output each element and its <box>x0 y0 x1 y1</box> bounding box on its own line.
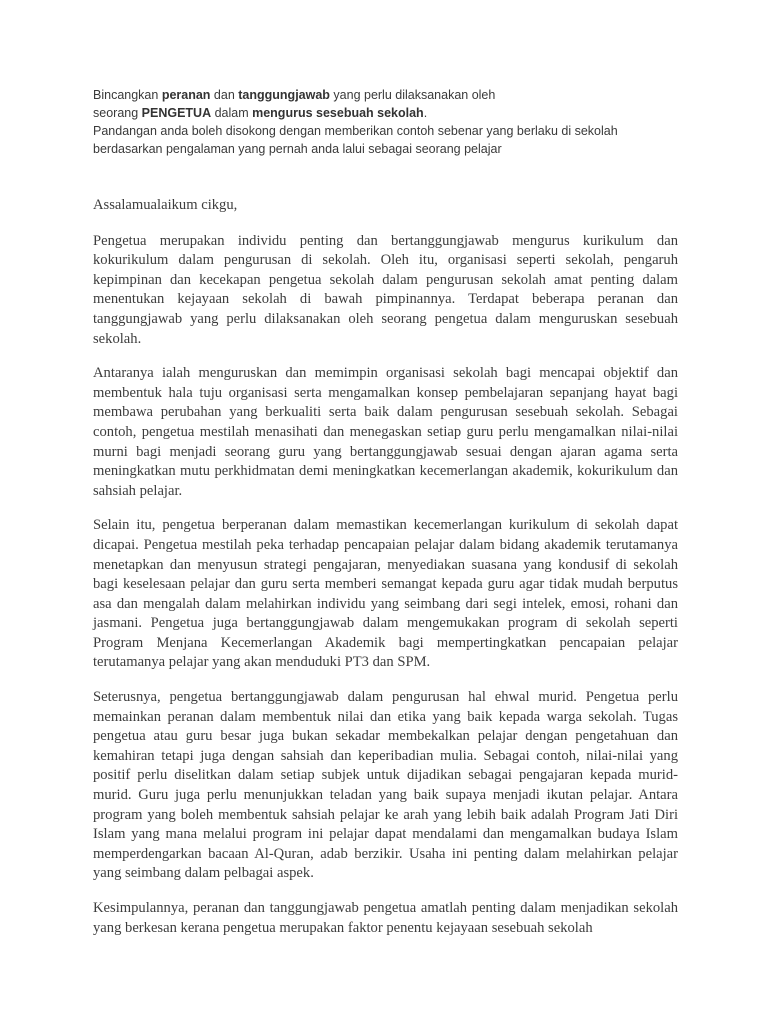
instruction-text: Bincangkan <box>93 88 162 102</box>
instruction-text: yang perlu dilaksanakan oleh <box>329 88 496 102</box>
instruction-bold-text: mengurus sesebuah sekolah <box>252 106 424 120</box>
instruction-bold-text: tanggungjawab <box>238 88 330 102</box>
essay-body <box>93 196 678 938</box>
essay-paragraph-student-affairs: Seterusnya, pengetua bertanggungjawab dalam pengurusan hal ehwal murid. Pengetua perlu memainkan peranan dalam membentuk nilai dan etika yang baik kepada warga sekolah. Tugas pengetua atau guru besar juga bukan sekadar membekalkan pelajar dengan pengetahuan dan kemahiran tetapi juga dengan sahsiah dan keperibadian mulia. Sebagai contoh, nilai-nilai yang positif perlu diselitkan dalam setiap subjek untuk dijadikan sebagai pengajaran kepada murid-murid. Guru juga perlu menunjukkan teladan yang baik supaya menjadi ikutan pelajar. Antara program yang boleh membentuk sahsiah pelajar ke arah yang lebih baik adalah Program Jati Diri Islam yang mana melalui program ini pelajar dapat mendalami dan mengamalkan budaya Islam memperdengarkan bacaan Al-Quran, adab berzikir. Usaha ini penting dalam melahirkan pelajar yang seimbang dalam pelbagai aspek. <box>93 689 678 882</box>
instruction-line-4: berdasarkan pengalaman yang pernah anda lalui sebagai seorang pelajar <box>93 142 502 156</box>
instruction-text: dan <box>210 88 239 102</box>
essay-paragraph-introduction: Pengetua merupakan individu penting dan bertanggungjawab mengurus kurikulum dan kokurikulum dalam pengurusan di sekolah. Oleh itu, organisasi seperti sekolah, pengaruh kepimpinan dan kecekapan pengetua sekolah dalam pengurusan sekolah amat penting dalam menentukan kejayaan sekolah di bawah pimpinannya. Terdapat beberapa peranan dan tanggungjawab yang perlu dilaksanakan oleh seorang pengetua dalam menguruskan sesebuah sekolah. <box>93 232 678 347</box>
instruction-line-2 <box>93 104 678 122</box>
instruction-text: seorang <box>93 106 142 120</box>
instruction-line-3: Pandangan anda boleh disokong dengan memberikan contoh sebenar yang berlaku di sekolah <box>93 124 618 138</box>
assignment-instructions <box>93 86 678 158</box>
essay-paragraph-conclusion: Kesimpulannya, peranan dan tanggungjawab pengetua amatlah penting dalam menjadikan sekolah yang berkesan kerana pengetua merupakan faktor penentu kejayaan sesebuah sekolah <box>93 900 678 936</box>
instruction-bold-text: peranan <box>161 88 211 102</box>
instruction-line-1 <box>93 86 678 104</box>
instruction-text: . <box>423 106 428 120</box>
essay-paragraph-curriculum: Selain itu, pengetua berperanan dalam memastikan kecemerlangan kurikulum di sekolah dapat dicapai. Pengetua mestilah peka terhadap pencapaian pelajar dalam bidang akademik terutamanya menetapkan dan menyusun strategi pengajaran, menyediakan suasana yang kondusif di sekolah bagi keselesaan pelajar dan guru serta memberi semangat kepada guru agar tidak mudah berputus asa dan mengalah dalam melahirkan individu yang seimbang dari segi intelek, emosi, rohani dan jasmani. Pengetua juga bertanggungjawab dalam mengemukakan program di sekolah seperti Program Menjana Kecemerlangan Akademik bagi mempertingkatkan pencapaian pelajar terutamanya pelajar yang akan menduduki PT3 dan SPM. <box>93 517 678 671</box>
instruction-bold-text: PENGETUA <box>141 106 212 120</box>
essay-greeting: Assalamualaikum cikgu, <box>93 197 238 213</box>
instruction-text: dalam <box>211 106 253 120</box>
essay-paragraph-leadership: Antaranya ialah menguruskan dan memimpin organisasi sekolah bagi mencapai objektif dan membentuk hala tuju organisasi serta mengamalkan konsep pembelajaran sepanjang hayat bagi membawa perubahan yang berkualiti serta baik dalam pengurusan sesebuah sekolah. Sebagai contoh, pengetua mestilah menasihati dan menegaskan setiap guru perlu mengamalkan nilai-nilai murni bagi menjadi seorang guru yang bertanggungjawab sesuai dengan ajaran agama serta meningkatkan mutu perkhidmatan demi meningkatkan kecemerlangan akademik, kokurikulum dan sahsiah pelajar. <box>93 365 678 499</box>
